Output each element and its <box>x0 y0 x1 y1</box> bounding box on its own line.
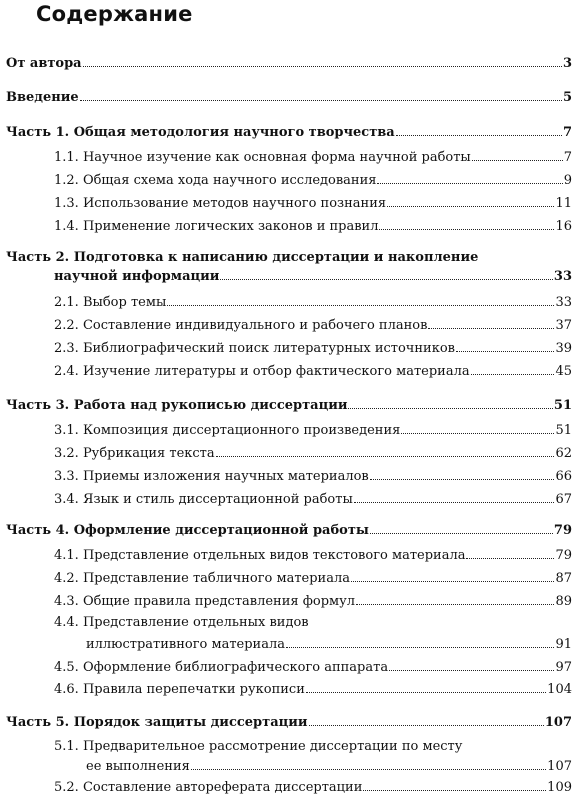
toc-subentry[interactable] <box>54 570 572 588</box>
toc-subentry-page: 104 <box>547 682 572 697</box>
toc-subentry[interactable] <box>54 294 572 312</box>
toc-subentry-label: 4.6. Правила перепечатки рукописи <box>54 682 305 697</box>
toc-subentry-page: 109 <box>547 780 572 795</box>
toc-subentry[interactable] <box>54 445 572 463</box>
leader-dots <box>363 790 546 791</box>
leader-dots <box>220 279 553 280</box>
leader-dots <box>286 647 554 648</box>
toc-subentry-label: 2.2. Составление индивидуального и рабочего планов <box>54 318 428 333</box>
toc-subentry[interactable] <box>86 636 572 654</box>
toc-subentry-label: 5.2. Составление автореферата диссертации <box>54 780 363 795</box>
toc-part-page: 79 <box>553 523 572 538</box>
toc-subentry-page: 62 <box>555 446 572 461</box>
toc-subentry-page: 39 <box>555 341 572 356</box>
toc-part-label-line1: Часть 2. Подготовка к написанию диссертации и накопление <box>6 250 479 265</box>
toc-subentry[interactable] <box>54 363 572 381</box>
leader-dots <box>379 229 554 230</box>
toc-subentry-label: иллюстративного материала <box>86 637 285 652</box>
toc-part[interactable] <box>6 268 572 286</box>
toc-subentry-label: 1.4. Применение логических законов и правил <box>54 219 379 234</box>
toc-subentry[interactable] <box>54 547 572 565</box>
leader-dots <box>351 581 554 582</box>
leader-dots <box>387 206 554 207</box>
toc-subentry-label: 1.2. Общая схема хода научного исследования <box>54 173 377 188</box>
toc-subentry[interactable] <box>54 172 572 190</box>
toc-subentry-label: 4.2. Представление табличного материала <box>54 571 350 586</box>
toc-part[interactable] <box>6 397 572 415</box>
toc-part[interactable] <box>6 714 572 732</box>
toc-subentry-page: 9 <box>563 173 572 188</box>
leader-dots <box>456 351 554 352</box>
page-title: Содержание <box>36 2 193 26</box>
leader-dots <box>83 66 562 67</box>
leader-dots <box>377 183 562 184</box>
toc-subentry-page: 51 <box>555 423 572 438</box>
toc-part-page: 107 <box>544 715 572 730</box>
toc-entry[interactable] <box>6 89 572 107</box>
toc-subentry[interactable] <box>54 195 572 213</box>
toc-subentry[interactable] <box>54 681 572 699</box>
toc-subentry-page: 107 <box>547 759 572 774</box>
toc-subentry-page: 37 <box>555 318 572 333</box>
leader-dots <box>466 558 554 559</box>
leader-dots <box>389 670 554 671</box>
toc-entry-page: 5 <box>562 90 572 105</box>
toc-part-label: Часть 4. Оформление диссертационной работы <box>6 523 369 538</box>
toc-subentry[interactable] <box>54 340 572 358</box>
leader-dots <box>428 328 554 329</box>
leader-dots <box>348 408 552 409</box>
toc-subentry-label: 3.2. Рубрикация текста <box>54 446 215 461</box>
toc-subentry-page: 45 <box>555 364 572 379</box>
toc-subentry-label: ее выполнения <box>86 759 190 774</box>
toc-subentry-label: 2.4. Изучение литературы и отбор фактического материала <box>54 364 470 379</box>
toc-subentry-label: 3.3. Приемы изложения научных материалов <box>54 469 369 484</box>
toc-subentry-label: 2.1. Выбор темы <box>54 295 167 310</box>
toc-subentry-page: 97 <box>555 660 572 675</box>
toc-subentry-label: 3.1. Композиция диссертационного произведения <box>54 423 401 438</box>
leader-dots <box>356 604 554 605</box>
toc-subentry[interactable] <box>54 149 572 167</box>
toc-subentry-page: 87 <box>555 571 572 586</box>
toc-part-page: 33 <box>553 269 572 284</box>
toc-subentry[interactable] <box>54 218 572 236</box>
leader-dots <box>167 305 554 306</box>
leader-dots <box>80 100 562 101</box>
toc-part[interactable] <box>6 522 572 540</box>
leader-dots <box>472 160 563 161</box>
toc-subentry[interactable] <box>54 468 572 486</box>
leader-dots <box>370 479 555 480</box>
toc-subentry[interactable] <box>54 491 572 509</box>
toc-subentry-label: 1.1. Научное изучение как основная форма научной работы <box>54 150 471 165</box>
toc-subentry-page: 66 <box>555 469 572 484</box>
toc-subentry-page: 91 <box>555 637 572 652</box>
leader-dots <box>401 433 554 434</box>
leader-dots <box>354 502 555 503</box>
toc-subentry-label-line1: 5.1. Предварительное рассмотрение диссертации по месту <box>54 739 463 754</box>
toc-subentry-page: 11 <box>555 196 572 211</box>
toc-entry[interactable] <box>6 55 572 73</box>
toc-subentry-page: 16 <box>555 219 572 234</box>
toc-subentry[interactable] <box>54 422 572 440</box>
toc-part-page: 51 <box>553 398 572 413</box>
toc-subentry-label-line1: 4.4. Представление отдельных видов <box>54 615 309 630</box>
leader-dots <box>471 374 555 375</box>
leader-dots <box>396 135 562 136</box>
leader-dots <box>216 456 555 457</box>
leader-dots <box>370 533 553 534</box>
toc-subentry-label: 3.4. Язык и стиль диссертационной работы <box>54 492 353 507</box>
toc-subentry[interactable] <box>54 659 572 677</box>
toc-subentry-label: 4.1. Представление отдельных видов текстового материала <box>54 548 466 563</box>
toc-entry-label: От автора <box>6 56 82 71</box>
toc-part[interactable] <box>6 124 572 142</box>
toc-part-label: научной информации <box>54 269 220 284</box>
toc-subentry-label: 4.3. Общие правила представления формул <box>54 594 356 609</box>
toc-subentry[interactable] <box>86 758 572 776</box>
toc-subentry-page: 7 <box>563 150 572 165</box>
toc-subentry-label: 4.5. Оформление библиографического аппарата <box>54 660 389 675</box>
toc-entry-page: 3 <box>562 56 572 71</box>
toc-part-label: Часть 5. Порядок защиты диссертации <box>6 715 308 730</box>
toc-part-label: Часть 3. Работа над рукописью диссертации <box>6 398 348 413</box>
toc-entry-label: Введение <box>6 90 79 105</box>
toc-subentry-page: 79 <box>555 548 572 563</box>
toc-subentry-label: 1.3. Использование методов научного познания <box>54 196 387 211</box>
toc-subentry-page: 67 <box>555 492 572 507</box>
leader-dots <box>309 725 544 726</box>
toc-subentry[interactable] <box>54 317 572 335</box>
toc-subentry-page: 89 <box>555 594 572 609</box>
toc-part-label: Часть 1. Общая методология научного творчества <box>6 125 395 140</box>
leader-dots <box>306 692 546 693</box>
toc-subentry-label: 2.3. Библиографический поиск литературных источников <box>54 341 455 356</box>
leader-dots <box>191 769 546 770</box>
toc-subentry[interactable] <box>54 593 572 611</box>
toc-subentry-page: 33 <box>555 295 572 310</box>
toc-subentry[interactable] <box>54 779 572 797</box>
toc-part-page: 7 <box>562 125 572 140</box>
